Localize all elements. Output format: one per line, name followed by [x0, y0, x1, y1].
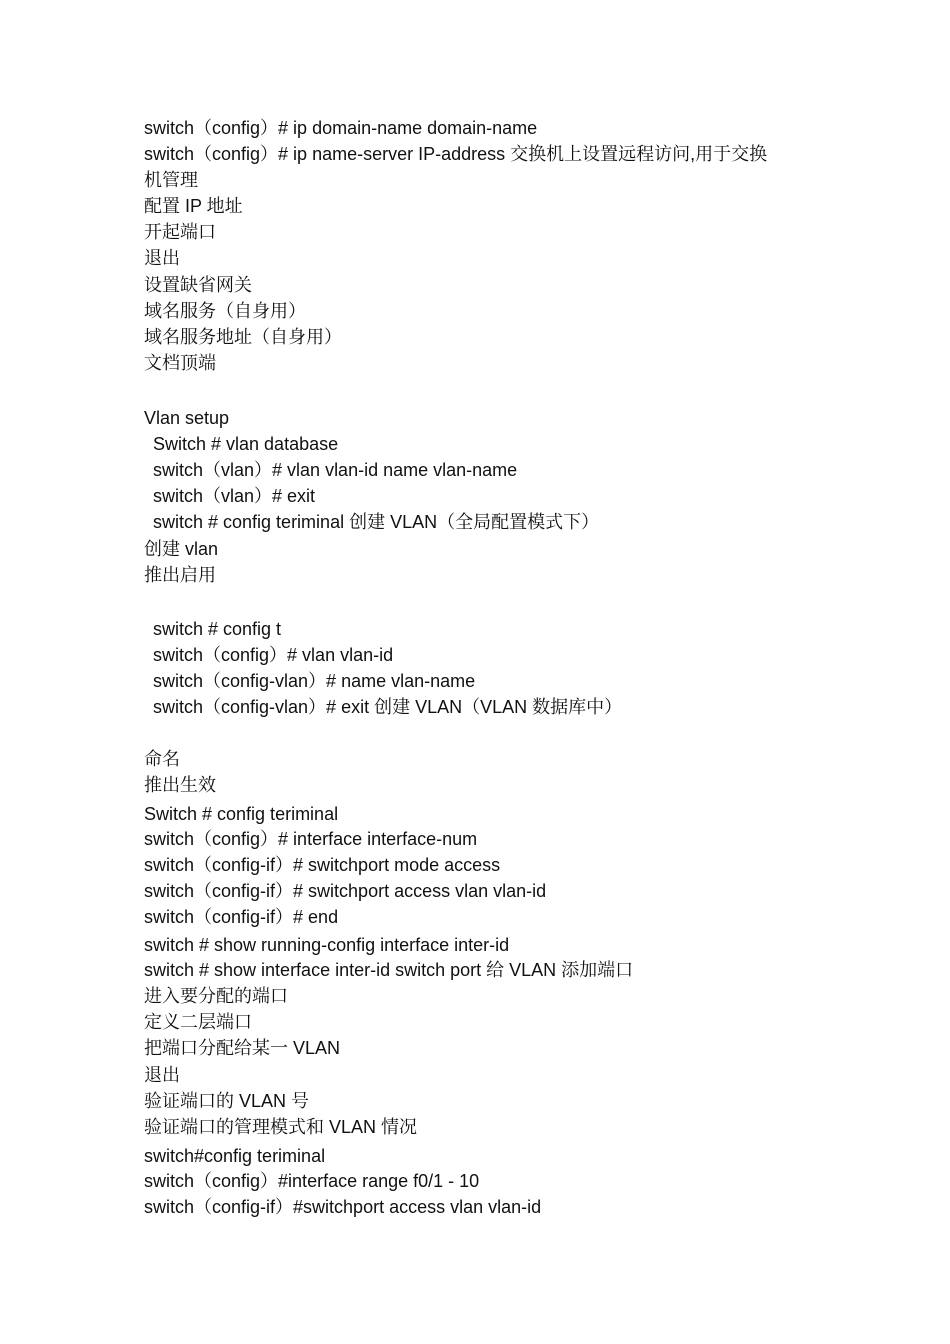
text-line: 定义二层端口 [144, 1012, 252, 1032]
code-line: switch（config-if）#switchport access vlan vlan-id [144, 1197, 542, 1217]
code-line: switch # show running-config interface inter-id [144, 935, 510, 955]
text-line: switch（config）# ip name-server IP-address 交换机上设置远程访问,用于交换 [144, 144, 768, 164]
text-line: 开起端口 [144, 222, 216, 242]
code-line: switch（vlan）# exit [153, 486, 316, 506]
text-line: 配置 IP 地址 [144, 196, 243, 216]
code-line: Switch # config teriminal [144, 804, 339, 824]
text-line: 命名 [144, 749, 180, 769]
code-line: switch（config-if）# end [144, 907, 339, 927]
text-line: 文档顶端 [144, 353, 216, 373]
section-heading: Vlan setup [144, 408, 230, 428]
code-line: switch（config-if）# switchport access vlan vlan-id [144, 881, 547, 901]
text-line: 推出生效 [144, 775, 216, 795]
text-line: 推出启用 [144, 565, 216, 585]
code-line: switch（config）#interface range f0/1 - 10 [144, 1171, 480, 1191]
text-line: 域名服务（自身用） [144, 301, 306, 321]
text-line: 退出 [144, 1065, 180, 1085]
code-line: switch # config teriminal 创建 VLAN（全局配置模式下） [153, 512, 600, 532]
code-line: switch（config-vlan）# exit 创建 VLAN（VLAN 数据库中） [153, 697, 623, 717]
code-line: switch（config-if）# switchport mode access [144, 855, 501, 875]
code-line: switch（config）# interface interface-num [144, 829, 478, 849]
text-line: 进入要分配的端口 [144, 986, 288, 1006]
text-line: 退出 [144, 248, 180, 268]
code-line: switch # show interface inter-id switch port 给 VLAN 添加端口 [144, 960, 634, 980]
code-line: Switch # vlan database [153, 434, 339, 454]
text-line: switch（config）# ip domain-name domain-name [144, 118, 538, 138]
text-line: 机管理 [144, 170, 198, 190]
text-line: 验证端口的管理模式和 VLAN 情况 [144, 1117, 418, 1137]
code-line: switch # config t [153, 619, 282, 639]
code-line: switch（config）# vlan vlan-id [153, 645, 394, 665]
code-line: switch（vlan）# vlan vlan-id name vlan-name [153, 460, 518, 480]
text-line: 创建 vlan [144, 539, 219, 559]
code-line: switch（config-vlan）# name vlan-name [153, 671, 476, 691]
text-line: 域名服务地址（自身用） [144, 327, 342, 347]
text-line: 验证端口的 VLAN 号 [144, 1091, 310, 1111]
text-line: 设置缺省网关 [144, 275, 252, 295]
text-line: 把端口分配给某一 VLAN [144, 1038, 341, 1058]
code-line: switch#config teriminal [144, 1146, 326, 1166]
